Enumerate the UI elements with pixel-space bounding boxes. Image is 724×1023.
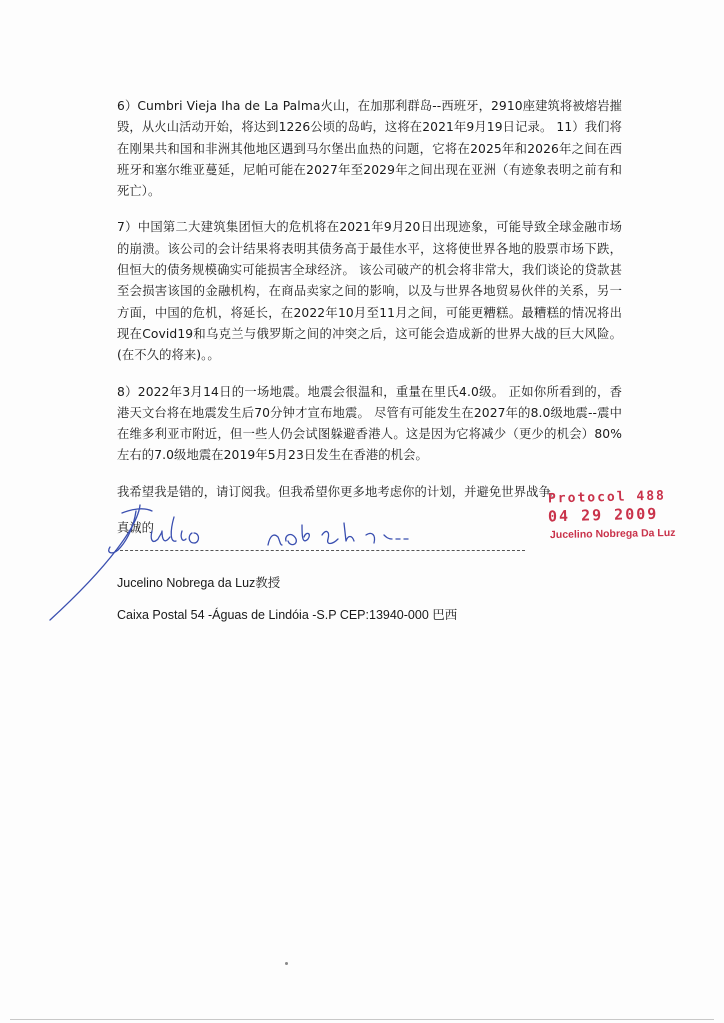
- letter-body: [117, 96, 622, 538]
- closing-salutation: 真诚的: [117, 521, 154, 536]
- scan-speck: [285, 962, 288, 965]
- paragraph-6: 6）Cumbri Vieja Iha de La Palma火山，在加那利群岛--西班牙，2910座建筑将被熔岩摧毁，从火山活动开始，将达到1226公顷的岛屿，这将在2021年9月19日记录。 11）我们将在刚果共和国和非洲其他地区遇到马尔堡出血热的问题，它将在2025年和2026年之间在西班牙和塞尔维亚蔓延，尼帕可能在2027年至2029年之间出现在亚洲（有迹象表明之前有和死亡）。: [117, 99, 622, 199]
- stamp-date-text: 04 29 2009: [547, 504, 659, 526]
- stamp-protocol-text: Protocol 488: [547, 488, 667, 507]
- paragraph-closing-wish: 我希望我是错的，请订阅我。但我希望你更多地考虑你的计划，并避免世界战争。: [117, 484, 564, 499]
- protocol-stamp: [548, 490, 718, 560]
- author-address: Caixa Postal 54 -Águas de Lindóia -S.P CEP:13940-000 巴西: [117, 608, 458, 622]
- author-name: Jucelino Nobrega da Luz教授: [117, 576, 281, 590]
- page-bottom-edge: [10, 1019, 714, 1020]
- paragraph-7: 7）中国第二大建筑集团恒大的危机将在2021年9月20日出现迹象，可能导致全球金融市场的崩溃。该公司的会计结果将表明其债务高于最佳水平，这将使世界各地的股票市场下跌，但恒大的债务规模确实可能损害全球经济。 该公司破产的机会将非常大，我们谈论的贷款甚至会损害该国的金融机构，在商品卖家之间的影响，以及与世界各地贸易伙伴的关系，另一方面，中国的危机，将延长，在2022年10月至11月之间，可能更糟糕。最糟糕的情况将出现在Covid19和乌克兰与俄罗斯之间的冲突之后，这可能会造成新的世界大战的巨大风险。(在不久的将来)。。: [117, 220, 622, 363]
- paragraph-8: 8）2022年3月14日的一场地震。地震会很温和，重量在里氏4.0级。 正如你所看到的，香港天文台将在地震发生后70分钟才宣布地震。 尽管有可能发生在2027年的8.0级地震--震中在维多利亚市附近，但一些人仍会试图躲避香港人。这是因为它将减少（更少的机会）80%左右的7.0级地震在2019年5月23日发生在香港的机会。: [117, 384, 622, 463]
- stamp-name-text: Jucelino Nobrega Da Luz: [549, 526, 676, 542]
